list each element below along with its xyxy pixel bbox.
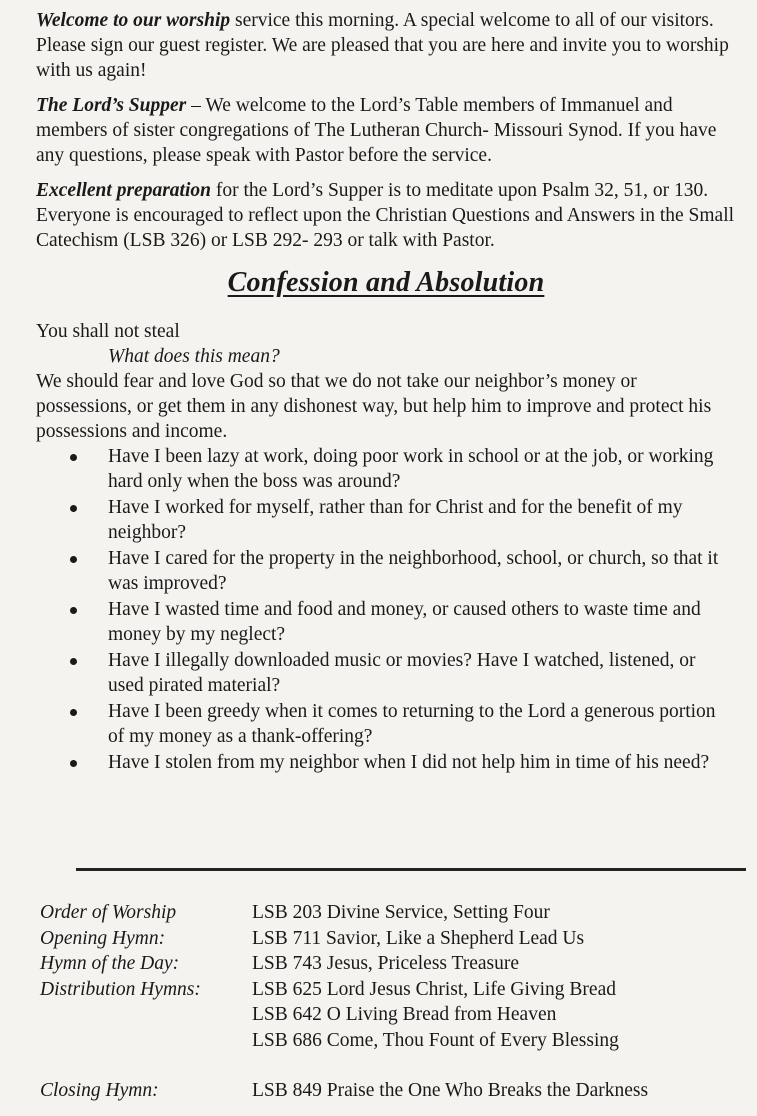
order-row	[40, 1078, 740, 1104]
order-label: Closing Hymn:	[40, 1080, 159, 1101]
list-item	[36, 750, 736, 775]
list-item	[36, 495, 736, 545]
welcome-text: service this morning. A special welcome to all of our visitors. Please sign our guest register. We are pleased that you are here and invite you to worship with us again!	[36, 10, 729, 81]
question-text: Have I been lazy at work, doing poor work in school or at the job, or working hard only when the boss was around?	[108, 446, 714, 492]
section-title: Confession and Absolution	[227, 267, 545, 298]
examination-questions	[36, 444, 736, 775]
lords-supper-text: – We welcome to the Lord’s Table members of Immanuel and members of sister congregations of The Lutheran Church- Missouri Synod. If you have any questions, please speak with Pastor before the service.	[36, 95, 717, 166]
list-item	[36, 597, 736, 647]
order-label: Distribution Hymns:	[40, 978, 201, 1000]
commandment: You shall not steal	[36, 321, 180, 342]
explanation: We should fear and love God so that we do not take our neighbor’s money or possessions, or get them in any dishonest way, but help him to improve and protect his possessions and income.	[36, 371, 712, 442]
bullet-icon	[70, 760, 77, 767]
section-title-wrap	[36, 267, 736, 319]
preparation-lead: Excellent preparation	[36, 180, 211, 201]
bulletin-page	[36, 8, 736, 776]
welcome-lead: Welcome to our worship	[36, 10, 231, 31]
lords-supper-paragraph	[36, 93, 736, 168]
question-text: Have I worked for myself, rather than for Christ and for the benefit of my neighbor?	[108, 497, 683, 543]
order-row	[40, 951, 740, 977]
order-label: Opening Hymn:	[40, 927, 166, 949]
order-value: LSB 743 Jesus, Priceless Treasure	[252, 953, 520, 974]
bullet-icon	[70, 658, 77, 665]
lords-supper-lead: The Lord’s Supper	[36, 95, 187, 116]
question-text: Have I wasted time and food and money, or caused others to waste time and money by my neglect?	[108, 599, 701, 645]
list-item	[36, 444, 736, 494]
order-value: LSB 642 O Living Bread from Heaven	[252, 1004, 557, 1025]
preparation-paragraph	[36, 178, 736, 253]
bullet-icon	[70, 709, 77, 716]
list-item	[36, 546, 736, 596]
order-row	[40, 1028, 740, 1054]
order-label: Order of Worship	[40, 902, 177, 923]
order-row	[40, 1002, 740, 1028]
bullet-icon	[70, 556, 77, 563]
list-item	[36, 699, 736, 749]
order-value: LSB 203 Divine Service, Setting Four	[252, 902, 550, 923]
list-item	[36, 648, 736, 698]
order-row	[40, 926, 740, 952]
bullet-icon	[70, 505, 77, 512]
preparation-text: for the Lord’s Supper is to meditate upon Psalm 32, 51, or 130. Everyone is encouraged to reflect upon the Christian Questions and Answers in the Small Catechism (LSB 326) or LSB 292- 293 or talk with Pastor.	[36, 180, 735, 251]
question-text: Have I stolen from my neighbor when I did not help him in time of his need?	[108, 752, 710, 773]
question-text: Have I been greedy when it comes to returning to the Lord a generous portion of my money as a thank-offering?	[108, 701, 716, 747]
meaning-question: What does this mean?	[108, 346, 280, 367]
bullet-icon	[70, 454, 77, 461]
order-value: LSB 686 Come, Thou Fount of Every Blessing	[252, 1029, 619, 1051]
question-text: Have I cared for the property in the neighborhood, school, or church, so that it was improved?	[108, 548, 719, 594]
order-label: Hymn of the Day:	[40, 953, 180, 974]
order-value: LSB 849 Praise the One Who Breaks the Darkness	[252, 1080, 649, 1101]
bullet-icon	[70, 607, 77, 614]
order-of-worship	[40, 900, 740, 1104]
order-value: LSB 711 Savior, Like a Shepherd Lead Us	[252, 927, 585, 949]
order-row	[40, 900, 740, 926]
question-text: Have I illegally downloaded music or movies? Have I watched, listened, or used pirated material?	[108, 650, 696, 696]
order-row	[40, 977, 740, 1003]
order-label	[40, 1028, 252, 1054]
order-value: LSB 625 Lord Jesus Christ, Life Giving Bread	[252, 978, 616, 1000]
welcome-paragraph	[36, 8, 736, 83]
section-divider	[76, 868, 746, 871]
order-label	[40, 1002, 252, 1028]
